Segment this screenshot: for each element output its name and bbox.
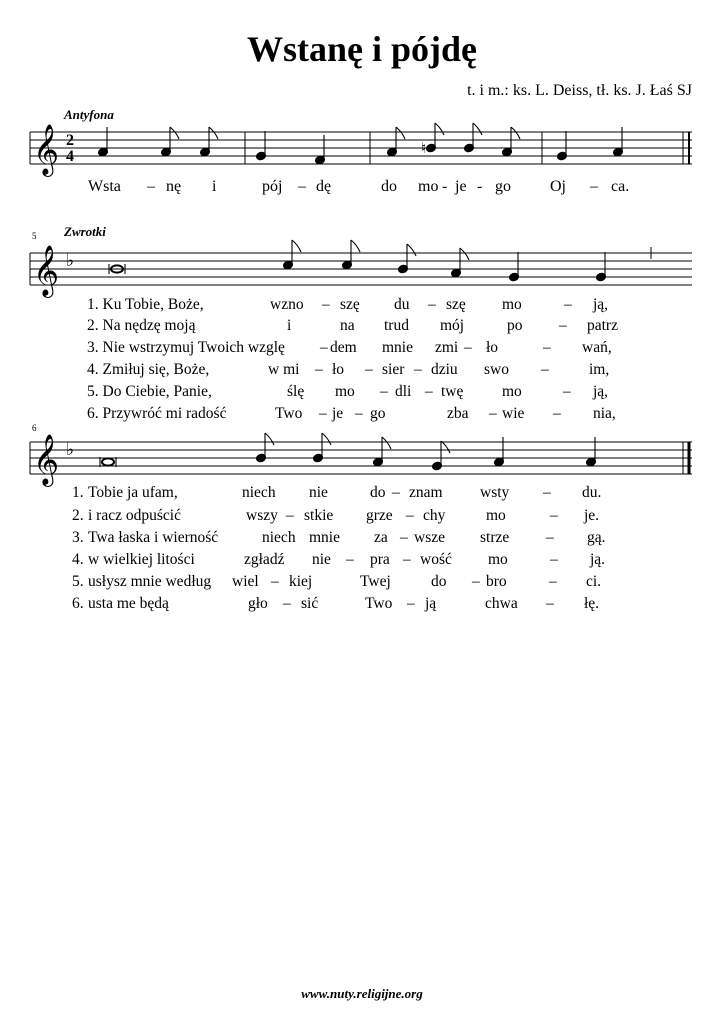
footer-url[interactable]: www.nuty.religijne.org [301,986,423,1001]
lyric: wiel [232,573,259,590]
lyric: – [380,383,388,400]
verse-a-5: 5. Do Ciebie, Panie, [87,383,212,400]
lyric: nia, [593,405,616,422]
lyric: na [340,317,355,334]
lyric: – [489,405,497,422]
lyric: kiej [289,573,313,590]
lyric: szę [340,296,360,313]
credits: t. i m.: ks. L. Deiss, tł. ks. J. Łaś SJ [467,82,692,99]
lyric: niech [262,529,296,546]
verse-b-3: Twa łaska i wierność [88,529,219,546]
lyric: bro [486,573,507,590]
lyric: do [381,178,397,195]
verse-b-number: 4. [72,551,84,568]
lyric: – [286,507,294,524]
lyric: dziu [431,361,458,378]
lyric: mo [418,178,439,195]
lyric: mnie [309,529,340,546]
verse-b-5: usłysz mnie według [88,573,212,590]
lyric: wzno [270,296,304,313]
lyric: w mi [268,361,300,378]
lyric: – [407,595,415,612]
lyric: ją, [593,383,609,400]
lyric: – [320,339,328,356]
lyric: szę [446,296,466,313]
lyric: – [549,573,557,590]
lyric: zgładź [244,551,285,568]
lyric: go [370,405,386,422]
verse-a-6: 6. Przywróć mi radość [87,405,227,422]
lyric: Wsta [88,178,121,195]
lyric: – [546,529,554,546]
lyric: wań, [582,339,612,356]
lyric: – [550,551,558,568]
verse-b-2: i racz odpuścić [88,507,181,524]
lyric: – [550,507,558,524]
verse-a-1: 1. Ku Tobie, Boże, [87,296,204,313]
lyric: – [464,339,472,356]
lyric: – [472,573,480,590]
lyric: – [365,361,373,378]
lyric: twę [441,383,464,400]
lyric: – [425,383,433,400]
lyric: wszy [246,507,278,524]
lyric: – [543,484,551,501]
verses-label: Zwrotki [64,224,106,239]
verse-a-3: 3. Nie wstrzymuj Twoich wzglę [87,339,285,356]
lyric: – [546,595,554,612]
lyric: zmi [435,339,459,356]
time-signature-bottom: 4 [66,148,74,165]
lyric: – [543,339,551,356]
verse-b-number: 2. [72,507,84,524]
lyric: pój [262,178,283,195]
lyric: wość [420,551,452,568]
verse-b-1: Tobie ja ufam, [88,484,178,501]
lyric: – [406,507,414,524]
verse-b-4: w wielkiej litości [88,551,195,568]
lyric: patrz [587,317,618,334]
lyric: – [355,405,363,422]
lyric: łę. [584,595,600,612]
lyric: – [315,361,323,378]
lyric: - [442,178,448,195]
verse-b-number: 3. [72,529,84,546]
lyric: – [392,484,400,501]
lyric: ło [332,361,345,378]
lyric: mo [486,507,506,524]
lyric: trud [384,317,409,334]
lyric: mo [488,551,508,568]
lyric: – [400,529,408,546]
lyric: – [541,361,549,378]
lyric: do [370,484,386,501]
flat-sign-icon: ♭ [66,251,75,271]
note [102,458,114,465]
lyric: nę [166,178,182,195]
lyric: chwa [485,595,518,612]
lyric: Oj [550,178,566,195]
lyric: i [287,317,292,334]
lyric: niech [242,484,276,501]
lyric: – [319,405,327,422]
lyric: do [431,573,447,590]
lyric: im, [589,361,610,378]
lyric: – [271,573,279,590]
lyric: – [553,405,561,422]
antiphon-label: Antyfona [64,107,114,122]
measure-number: 6 [32,423,37,433]
lyric: chy [423,507,446,524]
lyric: gą. [587,529,606,546]
lyric: - [477,178,483,195]
lyric: – [590,178,598,195]
treble-clef-icon: 𝄞 [33,434,60,485]
time-signature-top: 2 [66,132,74,149]
lyric: mo [335,383,355,400]
lyric: strze [480,529,510,546]
lyric: je [455,178,467,195]
lyric: Twej [360,573,391,590]
lyric: – [414,361,422,378]
lyric: ci. [586,573,602,590]
lyric: go [495,178,511,195]
lyric: i [212,178,217,195]
lyric: ło [486,339,499,356]
lyric: – [563,383,571,400]
treble-clef-icon: 𝄞 [33,245,60,296]
lyric: mnie [382,339,413,356]
lyric: mój [440,317,465,334]
verse-b-number: 1. [72,484,84,501]
verse-b-number: 6. [72,595,84,612]
lyric: wsty [480,484,510,501]
natural-sign-icon: ♮ [421,139,427,157]
lyric: – [428,296,436,313]
lyric: je. [584,507,600,524]
lyric: nie [309,484,328,501]
verse-b-number: 5. [72,573,84,590]
lyric: zba [447,405,469,422]
lyric: mo [502,296,522,313]
lyric: ją, [593,296,609,313]
lyric: ca. [611,178,630,195]
lyric: gło [248,595,268,612]
lyric: – [298,178,306,195]
lyric: – [346,551,354,568]
verse-a-2: 2. Na nędzę moją [87,317,196,334]
lyric: – [322,296,330,313]
lyric: wsze [414,529,445,546]
lyric: wie [502,405,525,422]
lyric: nie [312,551,331,568]
lyric: sić [301,595,319,612]
flat-sign-icon: ♭ [66,440,75,460]
lyric: dem [330,339,357,356]
treble-clef-icon: 𝄞 [33,124,60,175]
lyric: du [394,296,410,313]
lyric: po [507,317,523,334]
lyric: – [283,595,291,612]
lyric: – [564,296,572,313]
lyric: Two [275,405,303,422]
lyric: – [559,317,567,334]
lyric: znam [409,484,443,501]
lyric: sier [382,361,405,378]
lyric: za [374,529,388,546]
page-title: Wstanę i pójdę [246,29,477,69]
lyric: ślę [287,383,305,400]
verse-b-6: usta me będą [88,595,169,612]
lyric: dę [316,178,332,195]
lyric: grze [366,507,393,524]
lyric: – [147,178,155,195]
lyric: swo [484,361,509,378]
lyric: ją [425,595,437,612]
lyric: mo [502,383,522,400]
lyric: Two [365,595,393,612]
lyric: je [332,405,344,422]
verse-a-4: 4. Zmiłuj się, Boże, [87,361,210,378]
lyric: – [403,551,411,568]
lyric: pra [370,551,390,568]
lyric: du. [582,484,602,501]
lyric: ją. [590,551,606,568]
lyric: stkie [304,507,334,524]
measure-number: 5 [32,231,37,241]
lyric: dli [395,383,412,400]
